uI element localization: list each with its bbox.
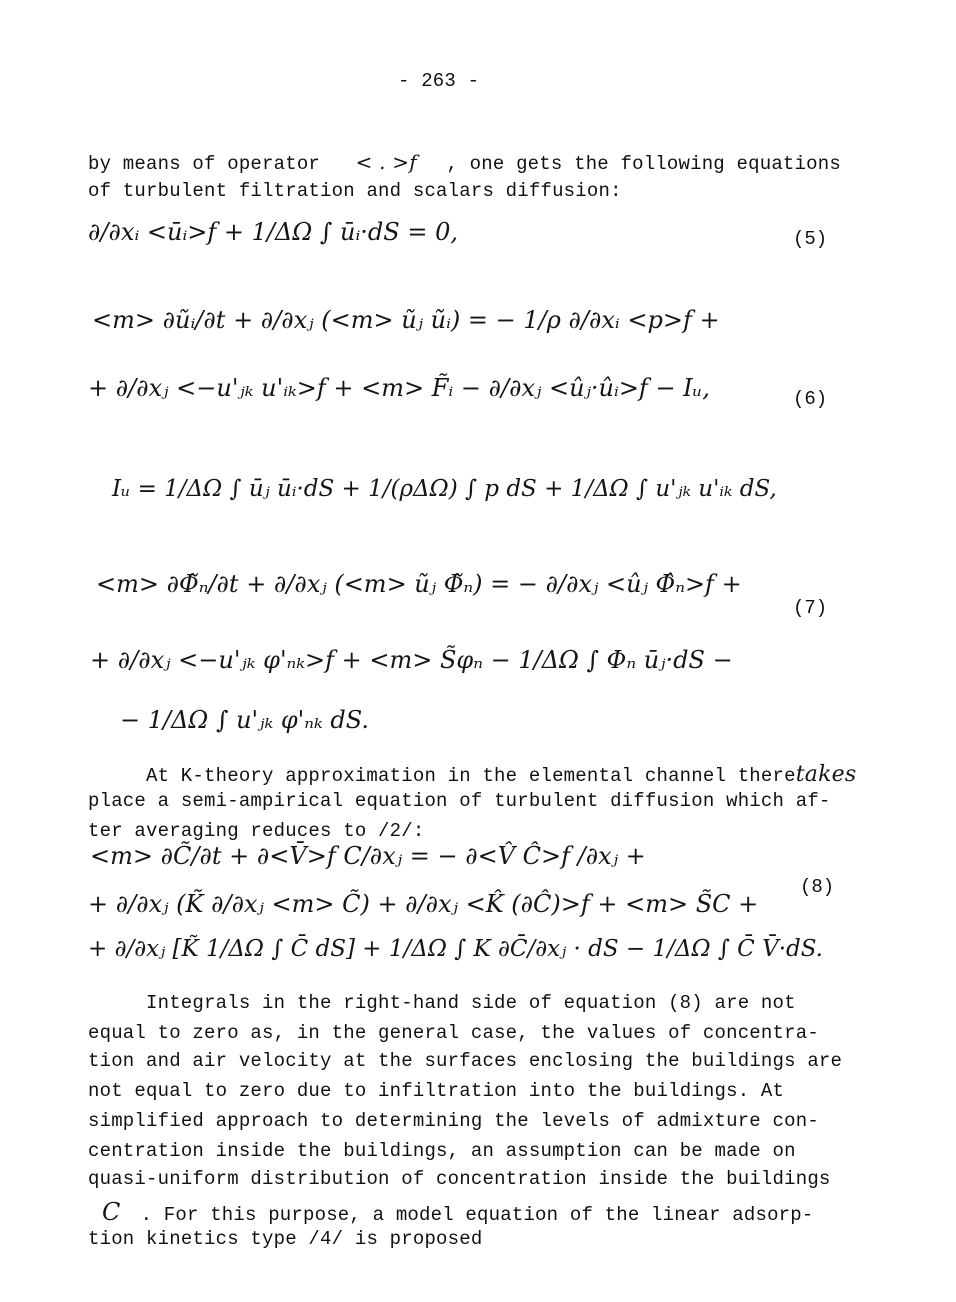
paragraph-2-line-3: tion and air velocity at the surfaces enclosing the buildings are bbox=[88, 1050, 843, 1072]
equation-6-label: (6) bbox=[793, 388, 828, 410]
equation-6-line-2: + ∂/∂xⱼ <−u'ⱼₖ u'ᵢₖ>f + <m> F̃ᵢ − ∂/∂xⱼ <ûⱼ·ûᵢ>f − Iᵤ, bbox=[88, 374, 710, 402]
page-number: - 263 - bbox=[398, 70, 480, 92]
paragraph-2-line-1: Integrals in the right-hand side of equation (8) are not bbox=[146, 992, 796, 1014]
equation-8-line-3: + ∂/∂xⱼ [K̃ 1/ΔΩ ∫ C̄ dS] + 1/ΔΩ ∫ K ∂C̄/∂xⱼ · dS − 1/ΔΩ ∫ C̄ V̄·dS. bbox=[88, 936, 823, 962]
equation-8-label: (8) bbox=[800, 876, 835, 898]
intro-text-1: by means of operator bbox=[88, 153, 321, 175]
equation-8-line-2: + ∂/∂xⱼ (K̃ ∂/∂xⱼ <m> C̃) + ∂/∂xⱼ <K̂ (∂Ĉ)>f + <m> S̃C + bbox=[88, 890, 759, 918]
paragraph-1-typed: At K-theory approximation in the elemental channel there bbox=[146, 765, 796, 787]
equation-7-line-1: <m> ∂Φ̃ₙ/∂t + ∂/∂xⱼ (<m> ũⱼ Φ̃ₙ) = − ∂/∂xⱼ <ûⱼ Φ̂ₙ>f + bbox=[96, 570, 742, 598]
intro-line-1 bbox=[88, 150, 841, 175]
paragraph-1-line-2: place a semi-ampirical equation of turbulent diffusion which af- bbox=[88, 790, 831, 812]
paragraph-2-line-9: tion kinetics type /4/ is proposed bbox=[88, 1228, 483, 1250]
operator-symbol: < . >f bbox=[355, 150, 417, 174]
paragraph-2-line-5: simplified approach to determining the levels of admixture con- bbox=[88, 1110, 819, 1132]
equation-8-line-1: <m> ∂C̃/∂t + ∂<V̄>f C/∂xⱼ = − ∂<V̂ Ĉ>f /∂xⱼ + bbox=[90, 842, 646, 870]
equation-iu: Iᵤ = 1/ΔΩ ∫ ūⱼ ūᵢ·dS + 1/(ρΔΩ) ∫ p dS + 1/ΔΩ ∫ u'ⱼₖ u'ᵢₖ dS, bbox=[112, 476, 777, 502]
equation-6-line-1: <m> ∂ũᵢ/∂t + ∂/∂xⱼ (<m> ũⱼ ũᵢ) = − 1/ρ ∂/∂xᵢ <p>f + bbox=[92, 306, 720, 334]
paragraph-1-line-1 bbox=[146, 762, 856, 787]
paragraph-2-line-8-text: . For this purpose, a model equation of the linear adsorp- bbox=[140, 1204, 814, 1226]
paragraph-2-line-2: equal to zero as, in the general case, the values of concentra- bbox=[88, 1022, 819, 1044]
intro-text-2: , one gets the following equations bbox=[446, 153, 841, 175]
paragraph-2-line-8 bbox=[88, 1198, 814, 1226]
equation-7-line-2: + ∂/∂xⱼ <−u'ⱼₖ φ'ₙₖ>f + <m> S̃φₙ − 1/ΔΩ ∫ Φₙ ūⱼ·dS − bbox=[90, 646, 733, 674]
paragraph-2-line-6: centration inside the buildings, an assumption can be made on bbox=[88, 1140, 796, 1162]
concentration-symbol: C bbox=[102, 1198, 121, 1226]
equation-5: ∂/∂xᵢ <ūᵢ>f + 1/ΔΩ ∫ ūᵢ·dS = 0, bbox=[88, 218, 458, 246]
paragraph-2-line-7: quasi-uniform distribution of concentration inside the buildings bbox=[88, 1168, 831, 1190]
paragraph-1-handwritten-word: takes bbox=[795, 762, 857, 787]
intro-line-2: of turbulent filtration and scalars diffusion: bbox=[88, 180, 622, 202]
paragraph-1-line-3: ter averaging reduces to /2/: bbox=[88, 820, 425, 842]
equation-7-line-3: − 1/ΔΩ ∫ u'ⱼₖ φ'ₙₖ dS. bbox=[120, 706, 369, 734]
equation-7-label: (7) bbox=[793, 597, 828, 619]
paragraph-2-line-4: not equal to zero due to infiltration into the buildings. At bbox=[88, 1080, 785, 1102]
equation-5-label: (5) bbox=[793, 228, 828, 250]
